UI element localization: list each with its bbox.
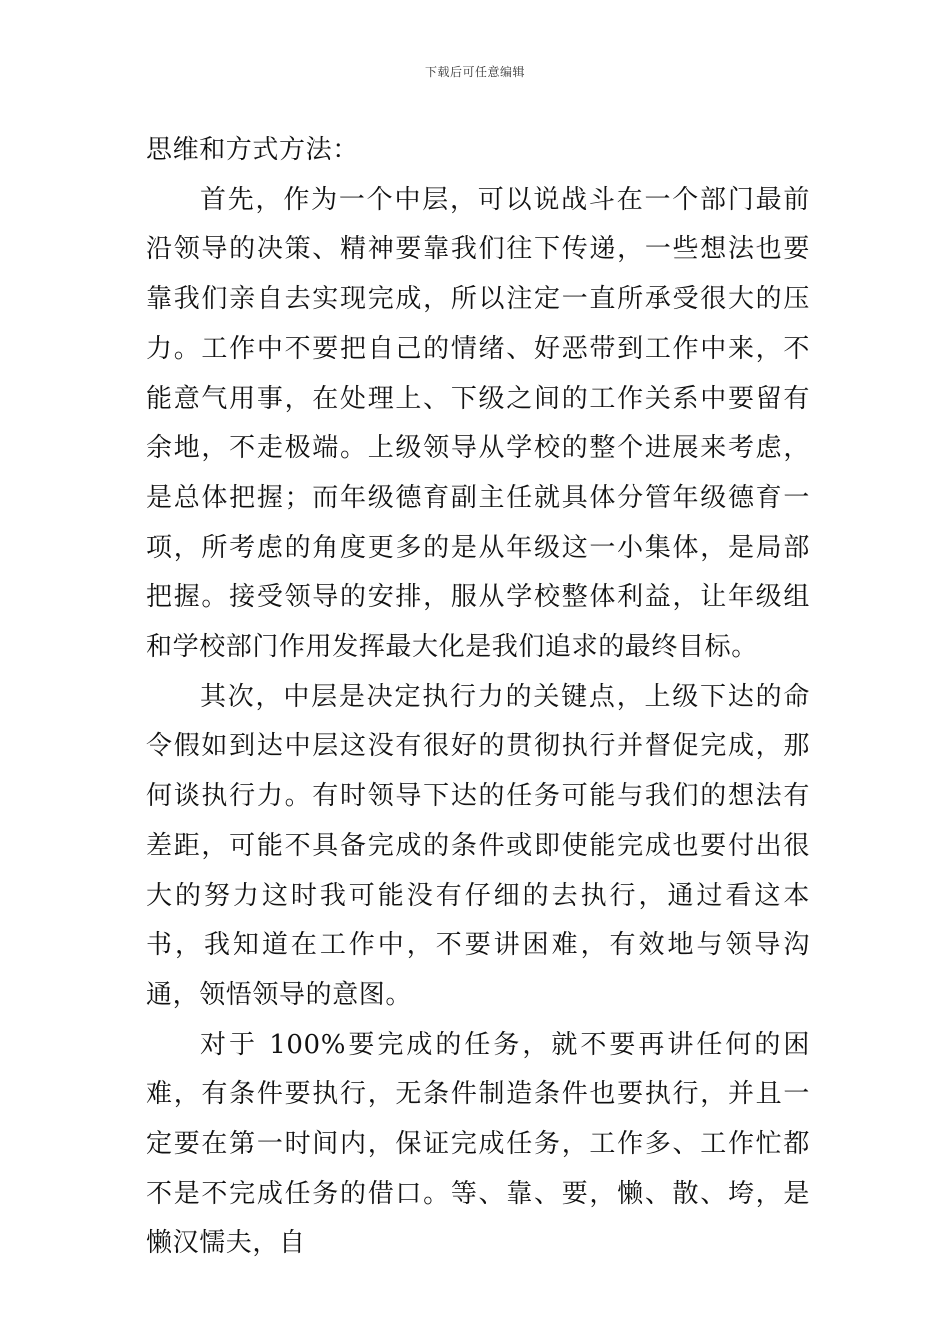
paragraph: 其次，中层是决定执行力的关键点，上级下达的命令假如到达中层这没有很好的贯彻执行并督促完成，那何谈执行力。有时领导下达的任务可能与我们的想法有差距，可能不具备完成的条件或即使能完成也要付出很大的努力这时我可能没有仔细的去执行，通过看这本书，我知道在工作中，不要讲困难，有效地与领导沟通，领悟领导的意图。 bbox=[146, 681, 810, 1010]
document-body bbox=[146, 126, 810, 1269]
paragraph: 对于 100%要完成的任务，就不要再讲任何的困难，有条件要执行，无条件制造条件也要执行，并且一定要在第一时间内，保证完成任务，工作多、工作忙都不是不完成任务的借口。等、靠、要，懒、散、垮，是懒汉懦夫，自 bbox=[146, 1029, 810, 1259]
paragraph: 首先，作为一个中层，可以说战斗在一个部门最前沿领导的决策、精神要靠我们往下传递，一些想法也要靠我们亲自去实现完成，所以注定一直所承受很大的压力。工作中不要把自己的情绪、好恶带到工作中来，不能意气用事，在处理上、下级之间的工作关系中要留有余地，不走极端。上级领导从学校的整个进展来考虑，是总体把握；而年级德育副主任就具体分管年级德育一项，所考虑的角度更多的是从年级这一小集体，是局部把握。接受领导的安排，服从学校整体利益，让年级组和学校部门作用发挥最大化是我们追求的最终目标。 bbox=[146, 184, 810, 663]
paragraph-continuation: 思维和方式方法： bbox=[146, 135, 359, 165]
page-header: 下载后可任意编辑 bbox=[424, 65, 525, 79]
